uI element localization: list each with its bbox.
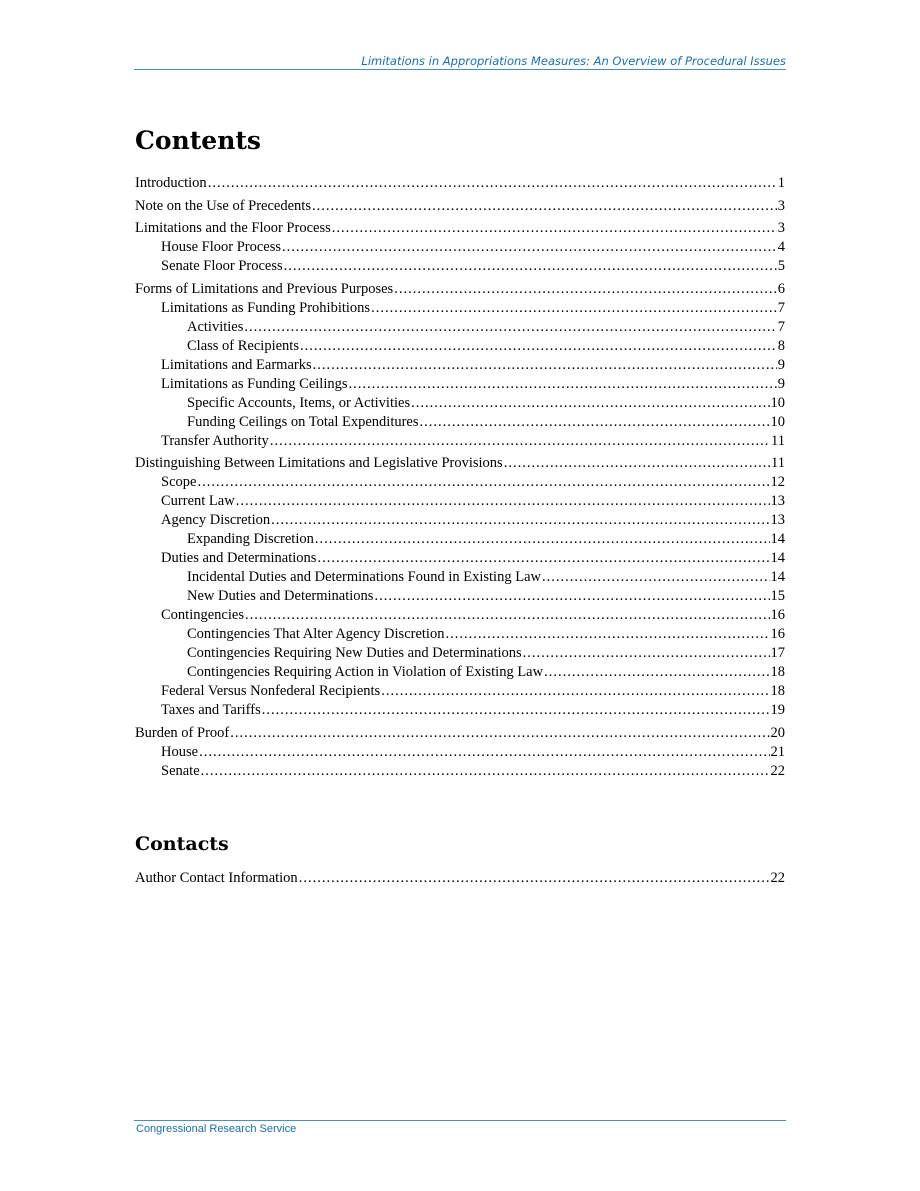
toc-entry[interactable]: [135, 394, 785, 413]
toc-dot-leader: [349, 375, 777, 394]
toc-entry[interactable]: [135, 454, 785, 473]
toc-entry[interactable]: [135, 606, 785, 625]
toc-dot-leader: [245, 606, 770, 625]
toc-entry-page: 3: [777, 197, 785, 214]
toc-entry-title: House: [161, 743, 199, 760]
toc-dot-leader: [313, 356, 777, 375]
toc-entry-title: Taxes and Tariffs: [161, 702, 261, 718]
footer-text: Congressional Research Service: [136, 1123, 297, 1135]
toc-dot-leader: [208, 174, 777, 193]
toc-entry-page: 10: [770, 413, 785, 430]
toc-entry[interactable]: [135, 280, 785, 299]
toc-entry[interactable]: [135, 701, 785, 720]
toc-entry-page: 9: [777, 375, 785, 392]
toc-entry[interactable]: [135, 197, 785, 216]
toc-entry[interactable]: [135, 492, 785, 511]
toc-entry-page: 16: [770, 626, 785, 642]
toc-dot-leader: [270, 432, 770, 451]
toc-entry-page: 15: [770, 588, 785, 604]
toc-entry-title: House Floor Process: [161, 239, 282, 255]
toc-entry-page: 13: [770, 512, 785, 528]
toc-entry-page: 22: [770, 762, 785, 779]
toc-entry[interactable]: [135, 625, 785, 644]
toc-entry-title: Limitations as Funding Ceilings: [161, 375, 348, 392]
toc-entry-title: Transfer Authority: [161, 432, 269, 449]
toc-entry[interactable]: [135, 762, 785, 781]
toc-dot-leader: [230, 724, 769, 743]
toc-entry-page: 19: [770, 702, 785, 718]
toc-entry-page: 16: [770, 607, 785, 623]
toc-dot-leader: [300, 337, 777, 356]
toc-entry-title: Contingencies Requiring Action in Violation of Existing Law: [187, 664, 544, 680]
toc-entry-page: 6: [777, 280, 785, 297]
toc-entry-title: Limitations as Funding Prohibitions: [161, 299, 371, 316]
toc-entry[interactable]: [135, 682, 785, 701]
toc-entry[interactable]: [135, 257, 785, 276]
toc-entry-page: 8: [777, 337, 785, 354]
toc-dot-leader: [394, 280, 777, 299]
toc-dot-leader: [332, 219, 777, 238]
toc-entry[interactable]: [135, 724, 785, 743]
toc-entry-title: Expanding Discretion: [187, 531, 314, 547]
toc-dot-leader: [315, 530, 770, 549]
toc-dot-leader: [523, 644, 770, 663]
toc-entry-page: 22: [770, 870, 785, 886]
toc-dot-leader: [201, 762, 770, 781]
toc-entry-page: 18: [770, 664, 785, 680]
toc-entry[interactable]: [135, 174, 785, 193]
toc-dot-leader: [504, 454, 770, 473]
toc-dot-leader: [542, 568, 770, 587]
toc-entry-title: Forms of Limitations and Previous Purposes: [135, 280, 394, 297]
toc-entry-title: Senate Floor Process: [161, 258, 283, 274]
toc-dot-leader: [445, 625, 769, 644]
running-header: Limitations in Appropriations Measures: An Overview of Procedural Issues: [361, 54, 786, 68]
toc-entry-page: 5: [777, 258, 785, 274]
toc-entry-page: 20: [770, 724, 785, 741]
toc-entry-page: 18: [770, 683, 785, 699]
toc-entry-page: 7: [777, 299, 785, 316]
toc-entry-page: 7: [777, 318, 785, 335]
toc-entry[interactable]: [135, 511, 785, 530]
toc-entry-title: Limitations and Earmarks: [161, 356, 312, 373]
toc-dot-leader: [197, 473, 769, 492]
toc-entry[interactable]: [135, 299, 785, 318]
toc-entry-title: New Duties and Determinations: [187, 588, 374, 604]
toc-dot-leader: [411, 394, 769, 413]
contacts-heading: Contacts: [135, 833, 229, 855]
toc-entry-title: Contingencies Requiring New Duties and Determinations: [187, 645, 522, 661]
toc-entry[interactable]: [135, 337, 785, 356]
toc-dot-leader: [282, 238, 777, 257]
toc-entry[interactable]: [135, 413, 785, 432]
toc-dot-leader: [199, 743, 769, 762]
toc-entry-title: Contingencies: [161, 607, 244, 623]
toc-entry-title: Contingencies That Alter Agency Discretion: [187, 626, 445, 642]
toc-entry-title: Specific Accounts, Items, or Activities: [187, 394, 411, 411]
toc-entry-page: 13: [770, 493, 785, 509]
contacts-list: [135, 869, 785, 888]
toc-dot-leader: [420, 413, 770, 432]
toc-entry-page: 3: [777, 220, 785, 236]
toc-dot-leader: [244, 318, 776, 337]
toc-entry-title: Class of Recipients: [187, 337, 299, 354]
toc-dot-leader: [381, 682, 769, 701]
toc-dot-leader: [544, 663, 769, 682]
toc-entry-title: Duties and Determinations: [161, 550, 317, 566]
toc-dot-leader: [312, 197, 777, 216]
toc-entry[interactable]: [135, 318, 785, 337]
toc-entry-page: 1: [777, 175, 785, 191]
toc-entry-title: Introduction: [135, 175, 207, 191]
toc-entry-page: 17: [770, 645, 785, 661]
contents-heading: Contents: [135, 126, 262, 155]
toc-entry-page: 4: [777, 239, 785, 255]
toc-entry[interactable]: [135, 356, 785, 375]
toc-entry-title: Agency Discretion: [161, 512, 271, 528]
toc-entry[interactable]: [135, 219, 785, 238]
toc-entry[interactable]: [135, 549, 785, 568]
toc-entry-title: Scope: [161, 474, 197, 490]
toc-dot-leader: [271, 511, 769, 530]
toc-entry-title: Current Law: [161, 493, 235, 509]
toc-entry-title: Funding Ceilings on Total Expenditures: [187, 413, 419, 430]
toc-dot-leader: [262, 701, 770, 720]
toc-entry[interactable]: [135, 375, 785, 394]
toc-entry-title: Distinguishing Between Limitations and Legislative Provisions: [135, 455, 503, 471]
toc-dot-leader: [374, 587, 769, 606]
toc-entry[interactable]: [135, 587, 785, 606]
toc-entry-page: 21: [770, 743, 785, 760]
footer-rule: [134, 1120, 786, 1121]
toc-entry-page: 12: [770, 474, 785, 490]
toc-entry-page: 14: [770, 569, 785, 585]
toc-entry-title: Federal Versus Nonfederal Recipients: [161, 683, 381, 699]
toc-entry[interactable]: [135, 530, 785, 549]
toc-entry-title: Activities: [187, 318, 244, 335]
toc-dot-leader: [371, 299, 777, 318]
toc-entry-page: 11: [771, 432, 785, 449]
toc-entry[interactable]: [135, 869, 785, 888]
toc-entry-page: 9: [777, 356, 785, 373]
toc-entry-page: 10: [770, 394, 785, 411]
toc-dot-leader: [236, 492, 770, 511]
toc-entry[interactable]: [135, 743, 785, 762]
toc-entry[interactable]: [135, 663, 785, 682]
toc-entry-title: Incidental Duties and Determinations Found in Existing Law: [187, 569, 541, 585]
toc-entry[interactable]: [135, 432, 785, 451]
toc-entry[interactable]: [135, 568, 785, 587]
toc-entry[interactable]: [135, 644, 785, 663]
toc-dot-leader: [299, 869, 770, 888]
toc-entry-title: Note on the Use of Precedents: [135, 197, 311, 214]
header-rule: [134, 69, 786, 70]
toc-entry-title: Author Contact Information: [135, 870, 298, 886]
toc-entry[interactable]: [135, 238, 785, 257]
table-of-contents: [135, 174, 785, 781]
toc-entry-page: 14: [770, 550, 785, 566]
toc-dot-leader: [284, 257, 777, 276]
toc-entry[interactable]: [135, 473, 785, 492]
toc-entry-title: Limitations and the Floor Process: [135, 220, 331, 236]
toc-entry-title: Burden of Proof: [135, 724, 230, 741]
toc-entry-page: 14: [770, 531, 785, 547]
toc-dot-leader: [317, 549, 769, 568]
toc-entry-title: Senate: [161, 762, 200, 779]
toc-entry-page: 11: [771, 455, 785, 471]
